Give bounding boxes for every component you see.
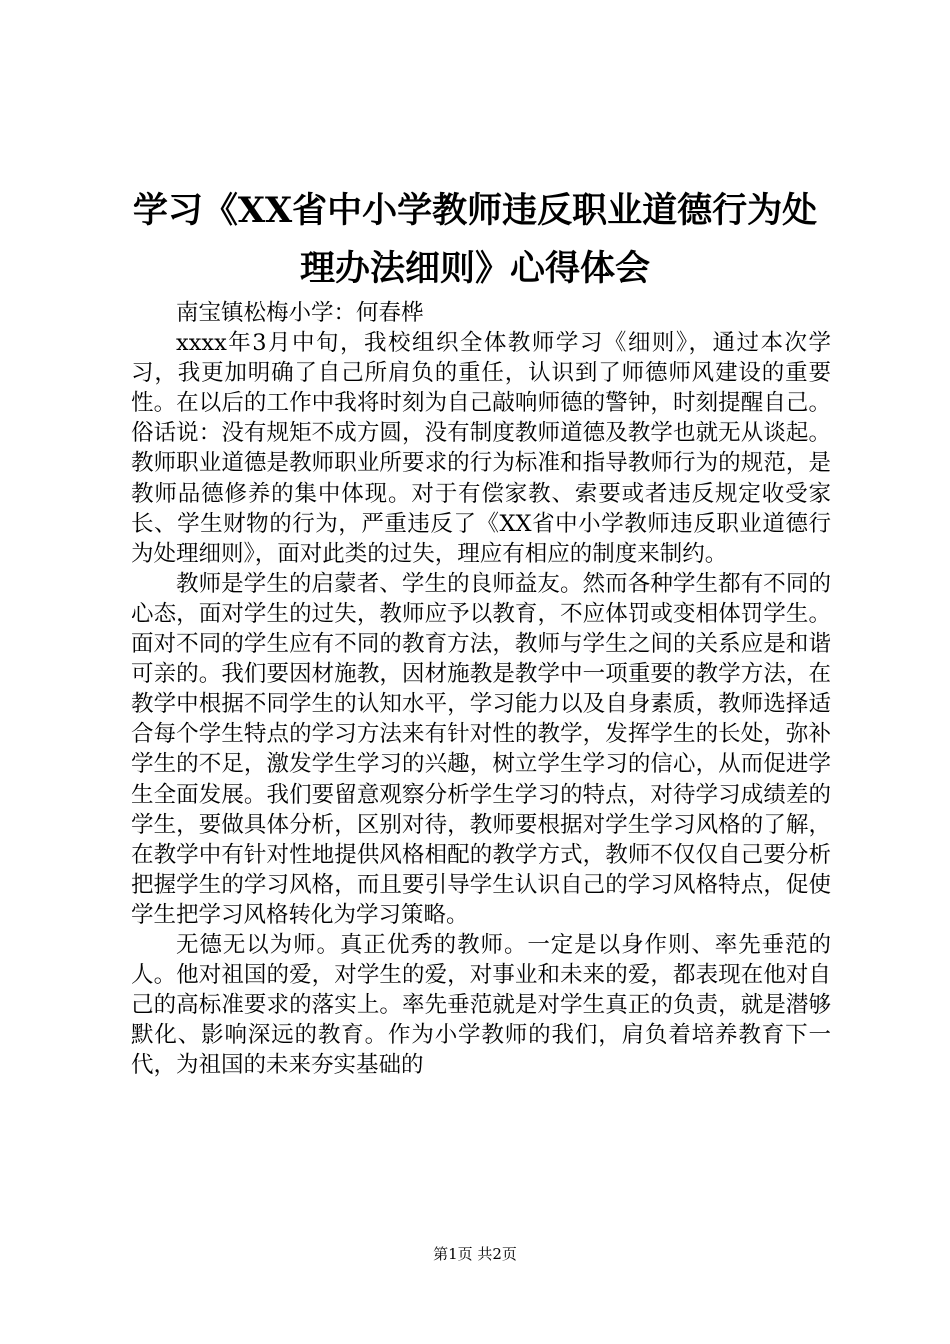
document-title-line-2: 理办法细则》心得体会 <box>299 248 650 289</box>
page-footer: 第1页 共2页 <box>433 1245 517 1263</box>
paragraph-1: xxxx年3月中旬，我校组织全体教师学习《细则》，通过本次学习，我更加明确了自己所肩负的重任，认识到了师德师风建设的重要性。在以后的工作中我将时刻为自己敲响师德的警钟，时刻提醒自己。俗话说：没有规矩不成方圆，没有制度教师道德及教学也就无从谈起。教师职业道德是教师职业所要求的行为标准和指导教师行为的规范，是教师品德修养的集中体现。对于有偿家教、索要或者违反规定收受家长、学生财物的行为，严重违反了《XX省中小学教师违反职业道德行为处理细则》，面对此类的过失，理应有相应的制度来制约。 <box>131 330 831 567</box>
paragraph-3: 无德无以为师。真正优秀的教师。一定是以身作则、率先垂范的人。他对祖国的爱，对学生的爱，对事业和未来的爱，都表现在他对自己的高标准要求的落实上。率先垂范就是对学生真正的负责，就是潜够默化、影响深远的教育。作为小学教师的我们，肩负着培养教育下一代，为祖国的未来夯实基础的 <box>131 931 831 1079</box>
paragraph-2: 教师是学生的启蒙者、学生的良师益友。然而各种学生都有不同的心态，面对学生的过失，教师应予以教育，不应体罚或变相体罚学生。面对不同的学生应有不同的教育方法，教师与学生之间的关系应是和谐可亲的。我们要因材施教，因材施教是教学中一项重要的教学方法，在教学中根据不同学生的认知水平，学习能力以及自身素质，教师选择适合每个学生特点的学习方法来有针对性的教学，发挥学生的长处，弥补学生的不足，激发学生学习的兴趣，树立学生学习的信心，从而促进学生全面发展。我们要留意观察分析学生学习的特点，对待学习成绩差的学生，要做具体分析，区别对待，教师要根据对学生学习风格的了解，在教学中有针对性地提供风格相配的教学方式，教师不仅仅自己要分析把握学生的学习风格，而且要引导学生认识自己的学习风格特点，促使学生把学习风格转化为学习策略。 <box>131 570 831 928</box>
document-title-line-1: 学习《XX省中小学教师违反职业道德行为处 <box>132 190 818 231</box>
document-body <box>131 298 831 1080</box>
author-line: 南宝镇松梅小学：何春桦 <box>176 300 424 326</box>
